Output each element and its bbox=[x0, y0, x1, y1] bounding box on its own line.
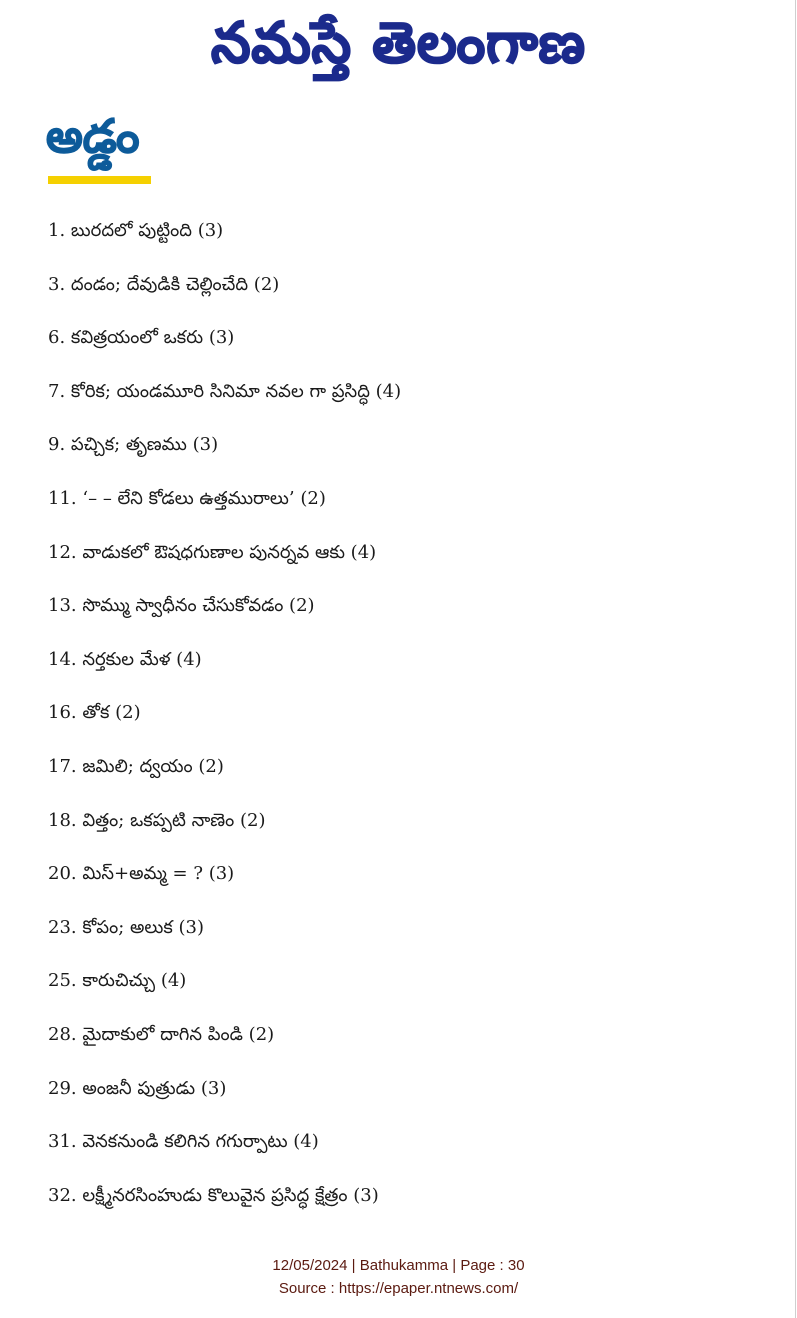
clue-number: 6. bbox=[48, 327, 66, 349]
clue-item bbox=[48, 1008, 793, 1062]
clue-number: 31. bbox=[48, 1131, 77, 1153]
clue-text: లక్ష్మీనరసింహుడు కొలువైన ప్రసిద్ధ క్షేత్రం (3) bbox=[82, 1184, 379, 1206]
clue-text: వెనకనుండి కలిగిన గగుర్పాటు (4) bbox=[82, 1131, 319, 1153]
clue-text: దండం; దేవుడికి చెల్లించేది (2) bbox=[70, 273, 280, 295]
clue-text: తోక (2) bbox=[82, 702, 141, 724]
clue-number: 17. bbox=[48, 755, 77, 777]
clue-text: కవిత్రయంలో ఒకరు (3) bbox=[70, 327, 235, 349]
clue-number: 32. bbox=[48, 1184, 77, 1206]
clue-text: బురదలో పుట్టింది (3) bbox=[70, 220, 224, 241]
clue-number: 9. bbox=[48, 434, 66, 456]
clue-number: 12. bbox=[48, 541, 77, 563]
clue-text: కోపం; అలుక (3) bbox=[82, 916, 204, 938]
clue-number: 20. bbox=[48, 863, 77, 885]
clue-number: 14. bbox=[48, 648, 77, 670]
clue-item bbox=[48, 1062, 793, 1116]
clue-text: మైదాకులో దాగిన పిండి (2) bbox=[82, 1023, 275, 1045]
clue-item bbox=[48, 472, 793, 526]
clue-text: మిస్+అమ్మ = ? (3) bbox=[82, 863, 235, 885]
section-title-across: అడ్డం bbox=[46, 109, 140, 163]
clue-item bbox=[48, 365, 793, 419]
clue-number: 3. bbox=[48, 273, 66, 295]
clue-item bbox=[48, 847, 793, 901]
footer-source: Source : https://epaper.ntnews.com/ bbox=[278, 1280, 519, 1297]
clue-text: జమిలి; ద్వయం (2) bbox=[82, 755, 224, 777]
clue-text: వాడుకలో ఔషధగుణాల పునర్నవ ఆకు (4) bbox=[82, 541, 377, 563]
clue-number: 7. bbox=[48, 380, 66, 402]
clue-number: 23. bbox=[48, 916, 77, 938]
clue-item bbox=[48, 579, 793, 633]
clue-item bbox=[48, 311, 793, 365]
clue-item bbox=[48, 1169, 793, 1223]
clue-text: ‘– – లేని కోడలు ఉత్తమురాలు’ (2) bbox=[82, 487, 326, 509]
page-border bbox=[795, 0, 796, 1318]
clue-text: పచ్చిక; తృణము (3) bbox=[70, 434, 219, 456]
clue-list bbox=[48, 204, 793, 1222]
clue-item bbox=[48, 633, 793, 687]
clue-text: నర్తకుల మేళ (4) bbox=[82, 648, 202, 670]
clue-item bbox=[48, 418, 793, 472]
clue-item bbox=[48, 1115, 793, 1169]
clue-number: 16. bbox=[48, 702, 77, 724]
newspaper-masthead: నమస్తే తెలంగాణ bbox=[211, 11, 586, 76]
footer-date-page: 12/05/2024 | Bathukamma | Page : 30 bbox=[272, 1257, 525, 1274]
clue-text: కోరిక; యండమూరి సినిమా నవల గా ప్రసిద్ధి (4) bbox=[70, 380, 402, 402]
section-underline bbox=[48, 176, 151, 184]
clue-number: 11. bbox=[48, 487, 77, 509]
clue-item bbox=[48, 526, 793, 580]
clue-item bbox=[48, 901, 793, 955]
clue-item bbox=[48, 686, 793, 740]
clue-item bbox=[48, 740, 793, 794]
clue-item bbox=[48, 258, 793, 312]
clue-number: 29. bbox=[48, 1077, 77, 1099]
clue-number: 18. bbox=[48, 809, 77, 831]
clue-item bbox=[48, 204, 793, 258]
clue-text: సొమ్ము స్వాధీనం చేసుకోవడం (2) bbox=[82, 595, 315, 617]
clue-number: 25. bbox=[48, 970, 77, 992]
clue-item bbox=[48, 794, 793, 848]
clue-number: 13. bbox=[48, 595, 77, 617]
clue-text: విత్తం; ఒకప్పటి నాణెం (2) bbox=[82, 809, 266, 831]
clue-text: కారుచిచ్చు (4) bbox=[82, 970, 187, 992]
clue-number: 28. bbox=[48, 1023, 77, 1045]
clue-text: అంజనీ పుత్రుడు (3) bbox=[82, 1077, 227, 1099]
clue-number: 1. bbox=[48, 220, 66, 241]
clue-item bbox=[48, 954, 793, 1008]
